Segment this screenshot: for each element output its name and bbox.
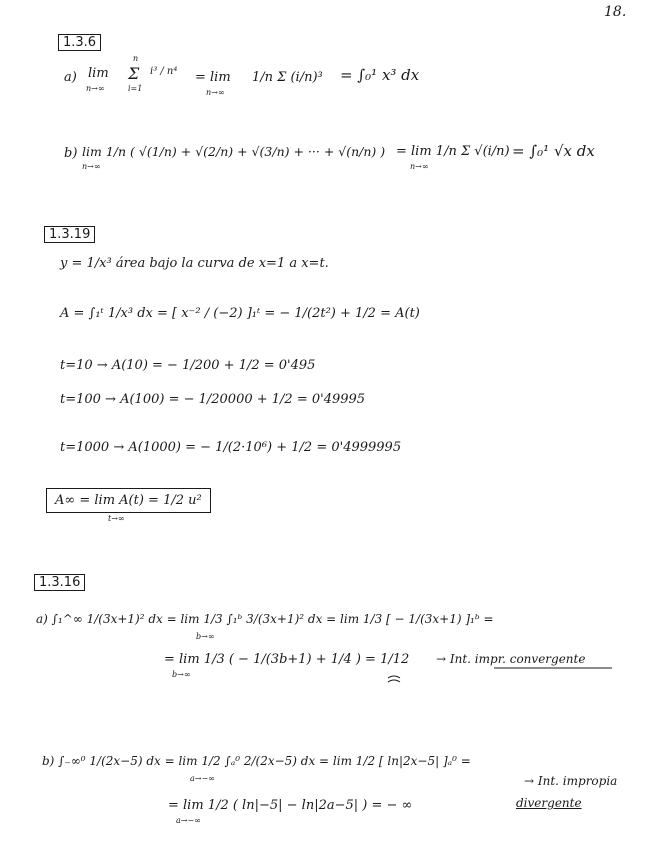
- s3-b-line1: b) ∫₋∞⁰ 1/(2x−5) dx = lim 1/2 ∫ₐ⁰ 2/(2x−5) dx = lim 1/2 [ ln|2x−5| ]ₐ⁰ =: [42, 754, 471, 768]
- s2-result-sub: t→∞: [108, 514, 125, 523]
- s2-result: A∞ = lim A(t) = 1/2 u²: [55, 493, 202, 508]
- s1-a-mid: 1/n Σ (i/n)³: [252, 70, 323, 85]
- s1-b-rhs: = lim 1/n Σ √(i/n): [396, 144, 510, 159]
- s2-line2: A = ∫₁ᵗ 1/x³ dx = [ x⁻² / (−2) ]₁ᵗ = − 1/(2t²) + 1/2 = A(t): [60, 306, 420, 321]
- s2-line5: t=1000 → A(1000) = − 1/(2·10⁶) + 1/2 = 0'4999995: [60, 440, 402, 455]
- s1-a-eq1-sub: n→∞: [206, 88, 225, 97]
- s1-a-frac: i³ / n⁴: [150, 66, 178, 77]
- page-number: 18.: [604, 4, 627, 20]
- s3-b-div1: → Int. impropia: [524, 774, 618, 788]
- s3-a-line2: = lim 1/3 ( − 1/(3b+1) + 1/4 ) = 1/12: [164, 652, 410, 667]
- s1-a-eq1: = lim: [195, 70, 231, 85]
- s1-a-lim: lim: [88, 66, 109, 81]
- s3-a-conv: → Int. impr. convergente: [436, 652, 586, 666]
- s3-b-div2: divergente: [516, 796, 582, 810]
- s1-a-sum-top: n: [133, 54, 139, 63]
- s2-line4: t=100 → A(100) = − 1/20000 + 1/2 = 0'49995: [60, 392, 366, 407]
- s3-b-line2: = lim 1/2 ( ln|−5| − ln|2a−5| ) = − ∞: [168, 798, 413, 813]
- s1-a-lim-sub: n→∞: [86, 84, 105, 93]
- s1-b-lhs-sub: n→∞: [82, 162, 101, 171]
- s1-b-int: = ∫₀¹ √x dx: [512, 142, 595, 160]
- s1-b-prefix: b): [64, 146, 78, 161]
- double-underline-mark: [388, 676, 400, 678]
- s3-a-line2-sub: b→∞: [172, 670, 191, 679]
- s1-b-rhs-sub: n→∞: [410, 162, 429, 171]
- section-label-1-3-16: 1.3.16: [34, 574, 85, 591]
- s1-a-prefix: a): [64, 70, 77, 85]
- s3-a-line1-sub: b→∞: [196, 632, 215, 641]
- s3-b-line2-sub: a→−∞: [176, 816, 201, 825]
- s2-line1: y = 1/x³ área bajo la curva de x=1 a x=t.: [60, 256, 329, 271]
- s3-a-line1: a) ∫₁^∞ 1/(3x+1)² dx = lim 1/3 ∫₁ᵇ 3/(3x+1)² dx = lim 1/3 [ − 1/(3x+1) ]₁ᵇ =: [36, 612, 494, 626]
- s2-line3: t=10 → A(10) = − 1/200 + 1/2 = 0'495: [60, 358, 316, 373]
- s1-a-int: = ∫₀¹ x³ dx: [340, 66, 420, 84]
- s1-a-sum-bot: i=1: [128, 84, 143, 93]
- s1-b-lhs: lim 1/n ( √(1/n) + √(2/n) + √(3/n) + ··· + √(n/n) ): [82, 144, 386, 159]
- section-label-1-3-6: 1.3.6: [58, 34, 101, 51]
- double-underline-mark-2: [388, 680, 400, 682]
- s1-a-sigma: Σ: [128, 64, 140, 83]
- s3-b-line1-sub: a→−∞: [190, 774, 215, 783]
- section-label-1-3-19: 1.3.19: [44, 226, 95, 243]
